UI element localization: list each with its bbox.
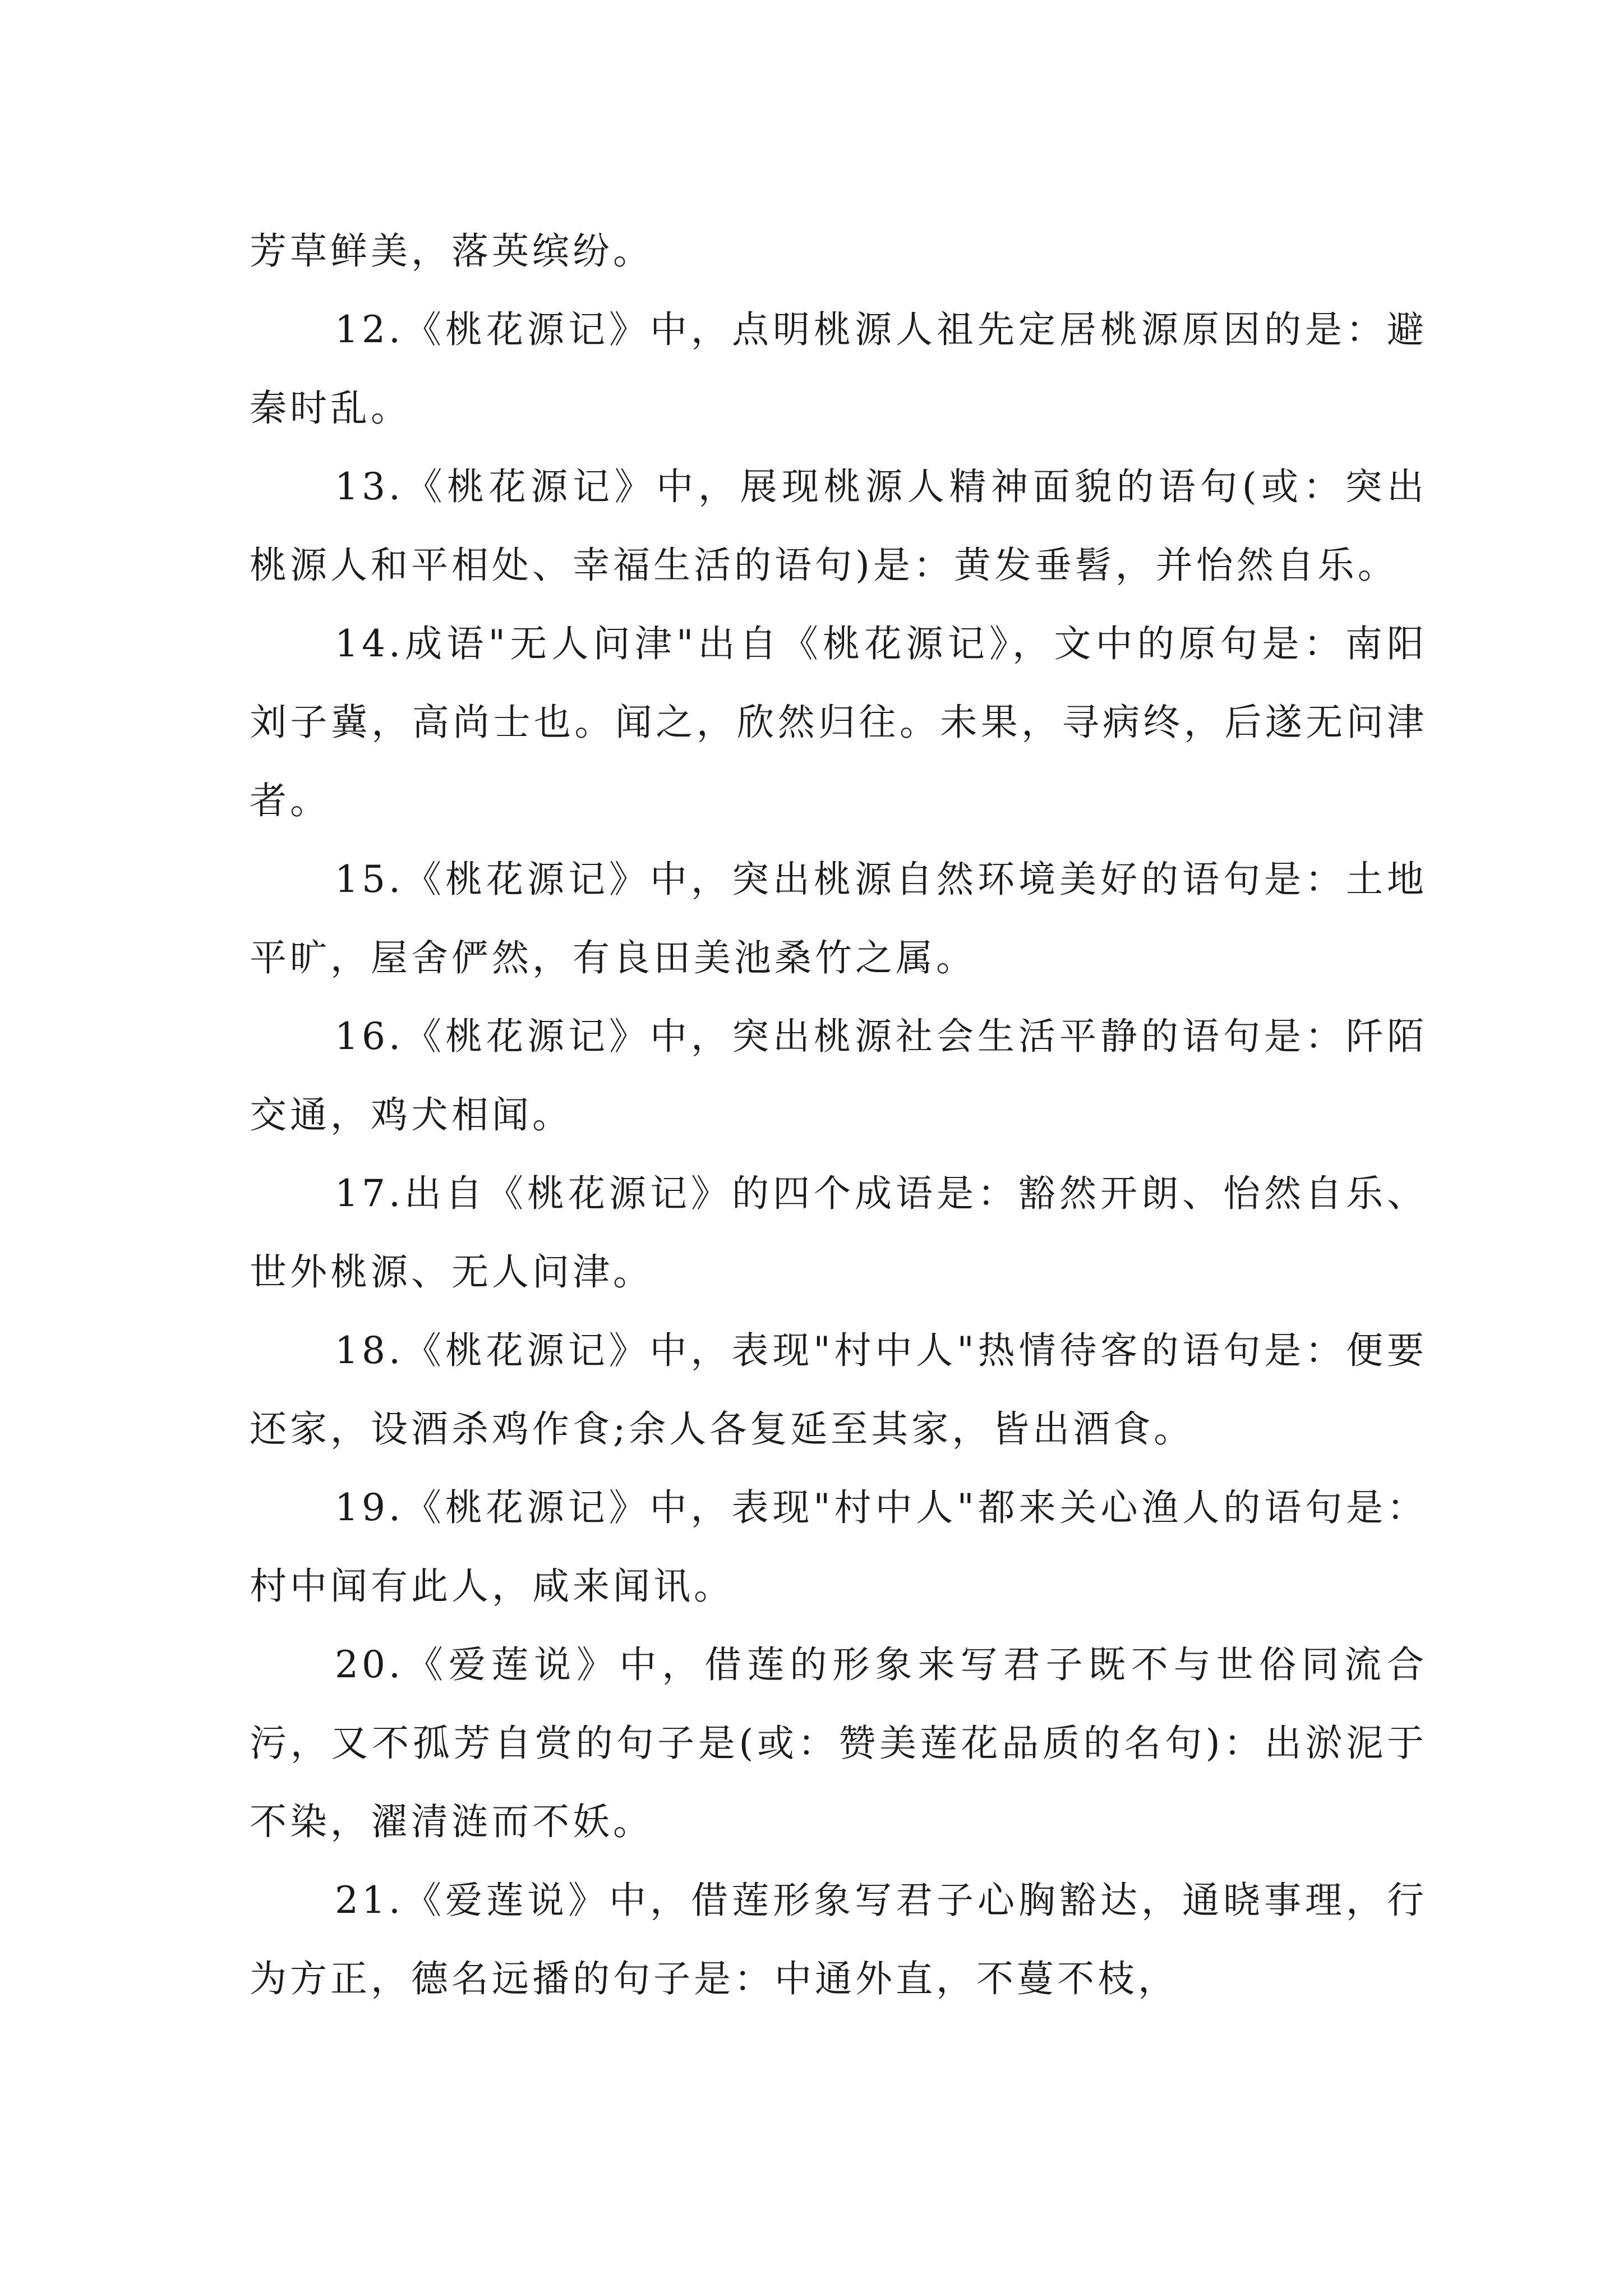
paragraph-item-13: 13.《桃花源记》中，展现桃源人精神面貌的语句(或：突出桃源人和平相处、幸福生活的语句)是：黄发垂髫，并怡然自乐。 xyxy=(250,465,1427,587)
paragraph-item-15: 15.《桃花源记》中，突出桃源自然环境美好的语句是：土地平旷，屋舍俨然，有良田美池桑竹之属。 xyxy=(250,858,1427,979)
paragraph-item-19: 19.《桃花源记》中，表现"村中人"都来关心渔人的语句是：村中闻有此人，咸来闻讯。 xyxy=(250,1486,1427,1608)
paragraph-item-14: 14.成语"无人问津"出自《桃花源记》，文中的原句是：南阳刘子冀，高尚士也。闻之，欣然归往。未果，寻病终，后遂无问津者。 xyxy=(250,622,1427,822)
paragraph-item-21: 21.《爱莲说》中，借莲形象写君子心胸豁达，通晓事理，行为方正，德名远播的句子是：中通外直，不蔓不枝， xyxy=(250,1879,1427,2000)
paragraph-item-17: 17.出自《桃花源记》的四个成语是：豁然开朗、怡然自乐、世外桃源、无人问津。 xyxy=(250,1172,1427,1294)
paragraph-continuation: 芳草鲜美，落英缤纷。 xyxy=(250,229,653,273)
paragraph-item-12: 12.《桃花源记》中，点明桃源人祖先定居桃源原因的是：避秦时乱。 xyxy=(250,308,1427,430)
document-body xyxy=(250,212,1427,2018)
paragraph-item-18: 18.《桃花源记》中，表现"村中人"热情待客的语句是：便要还家，设酒杀鸡作食;余人各复延至其家，皆出酒食。 xyxy=(250,1329,1427,1451)
paragraph-item-20: 20.《爱莲说》中，借莲的形象来写君子既不与世俗同流合污，又不孤芳自赏的句子是(或：赞美莲花品质的名句)：出淤泥于不染，濯清涟而不妖。 xyxy=(250,1643,1427,1843)
paragraph-item-16: 16.《桃花源记》中，突出桃源社会生活平静的语句是：阡陌交通，鸡犬相闻。 xyxy=(250,1015,1427,1137)
